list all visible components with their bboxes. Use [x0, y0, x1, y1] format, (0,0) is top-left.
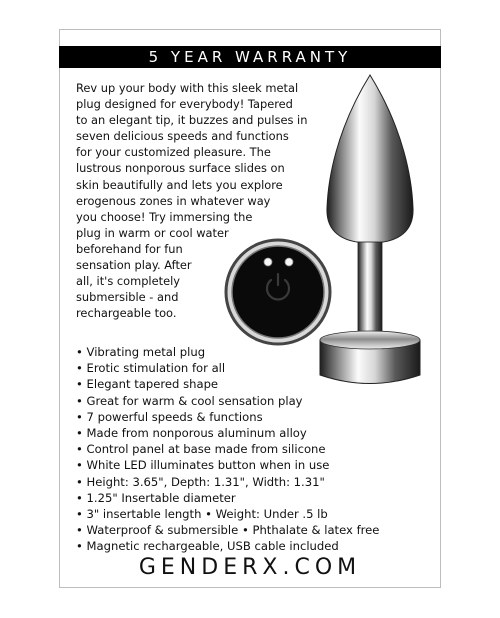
feature-item: • Height: 3.65", Depth: 1.31", Width: 1.31" [76, 474, 325, 489]
description-line: for your customized pleasure. The [76, 145, 271, 160]
plug-neck [358, 242, 382, 334]
description-line: lustrous nonporous surface slides on [76, 161, 285, 176]
description-line: skin beautifully and lets you explore [76, 177, 283, 192]
description-line: you choose! Try immersing the [76, 209, 253, 224]
feature-list [76, 344, 379, 555]
feature-item: • Waterproof & submersible • Phthalate & latex free [76, 523, 380, 538]
description-line: beforehand for fun [76, 241, 183, 256]
feature-item: • 7 powerful speeds & functions [76, 409, 263, 424]
description-line: Rev up your body with this sleek metal [76, 81, 299, 95]
description-line: submersible - and [76, 290, 179, 305]
description-line: erogenous zones in whatever way [76, 193, 271, 208]
feature-item: • 1.25" Insertable diameter [76, 490, 236, 505]
description-line: plug designed for everybody! Tapered [76, 97, 293, 112]
feature-item: • Made from nonporous aluminum alloy [76, 426, 307, 441]
plug-tip [327, 75, 413, 243]
website-url: GENDERX.COM [138, 555, 362, 580]
description-line: all, it's completely [76, 274, 180, 289]
description-line: rechargeable too. [76, 306, 177, 321]
feature-item: • Control panel at base made from silicone [76, 442, 326, 457]
feature-item: • Great for warm & cool sensation play [76, 393, 303, 408]
description-line: plug in warm or cool water [76, 225, 229, 240]
description-line: to an elegant tip, it buzzes and pulses in [76, 113, 308, 128]
description-line: seven delicious speeds and functions [76, 129, 289, 144]
feature-item: • Erotic stimulation for all [76, 361, 226, 376]
feature-item: • Magnetic rechargeable, USB cable included [76, 539, 339, 554]
description-line: sensation play. After [76, 258, 192, 273]
feature-item: • Vibrating metal plug [76, 345, 206, 359]
warranty-banner: 5 YEAR WARRANTY [59, 46, 441, 68]
feature-item: • Elegant tapered shape [76, 377, 219, 392]
feature-item: • 3" insertable length • Weight: Under .5 lb [76, 507, 328, 522]
feature-item: • White LED illuminates button when in use [76, 458, 330, 473]
